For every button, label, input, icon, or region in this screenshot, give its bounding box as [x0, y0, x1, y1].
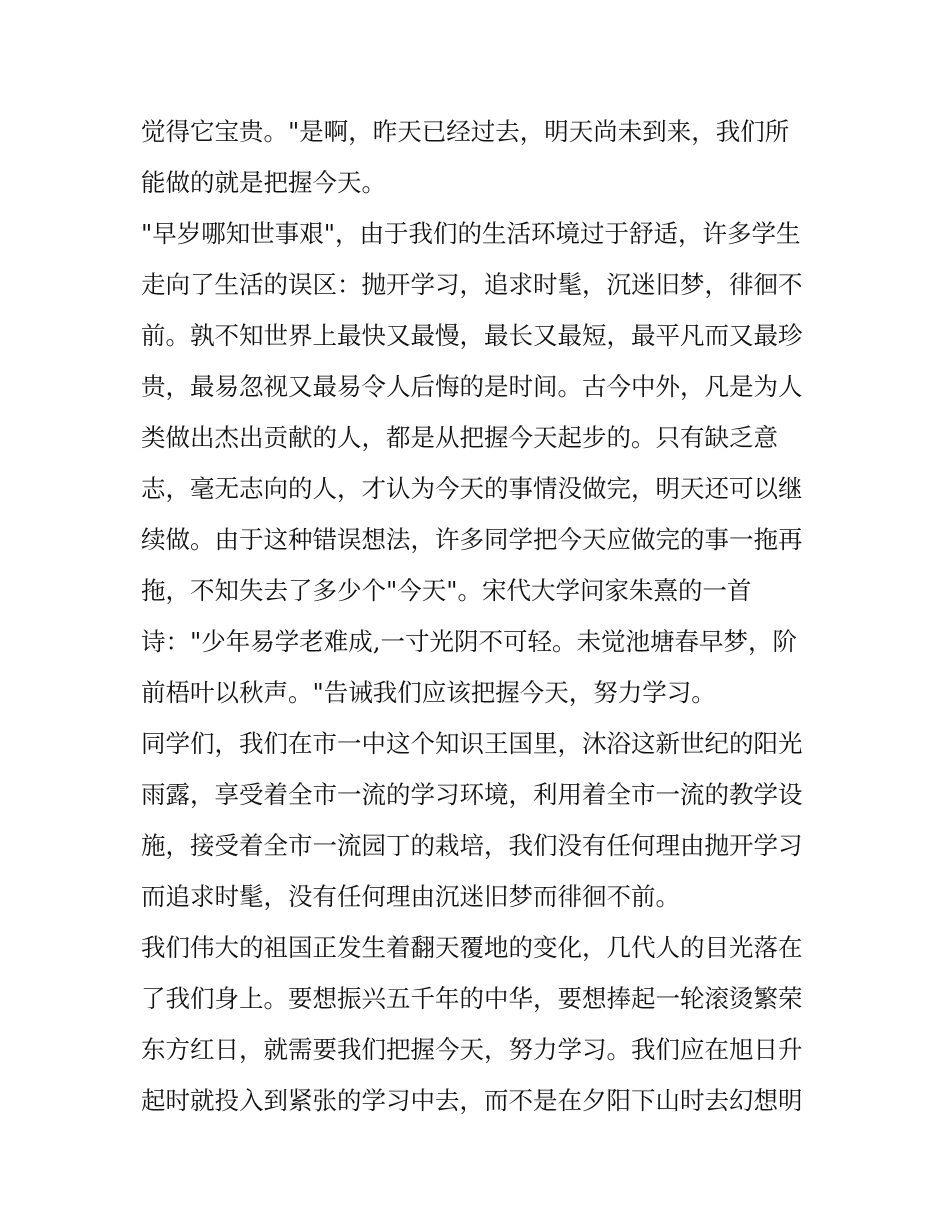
body-text — [141, 106, 821, 1126]
text-line: 志，毫无志向的人，才认为今天的事情没做完，明天还可以继 — [141, 474, 803, 503]
text-line: 走向了生活的误区：抛开学习，追求时髦，沉迷旧梦，徘徊不 — [141, 270, 803, 299]
text-line: "早岁哪知世事艰"，由于我们的生活环境过于舒适，许多学生 — [141, 219, 801, 248]
text-line: 雨露，享受着全市一流的学习环境，利用着全市一流的教学设 — [141, 780, 803, 809]
text-line: 觉得它宝贵。"是啊，昨天已经过去，明天尚未到来，我们所 — [141, 117, 790, 146]
text-line: 能做的就是把握今天。 — [141, 168, 386, 197]
text-line: 续做。由于这种错误想法，许多同学把今天应做完的事一拖再 — [141, 525, 803, 554]
text-line: 贵，最易忽视又最易令人后悔的是时间。古今中外，凡是为人 — [141, 372, 803, 401]
text-line: 诗："少年易学老难成,一寸光阴不可轻。未觉池塘春早梦，阶 — [141, 627, 798, 656]
text-line: 了我们身上。要想振兴五千年的中华，要想捧起一轮滚烫繁荣 — [141, 984, 803, 1013]
text-line: 同学们，我们在市一中这个知识王国里，沐浴这新世纪的阳光 — [141, 729, 803, 758]
text-line: 类做出杰出贡献的人，都是从把握今天起步的。只有缺乏意 — [141, 423, 778, 452]
text-line: 而追求时髦，没有任何理由沉迷旧梦而徘徊不前。 — [141, 882, 680, 911]
text-line: 前梧叶以秋声。"告诫我们应该把握今天，努力学习。 — [141, 678, 716, 707]
text-line: 我们伟大的祖国正发生着翻天覆地的变化，几代人的目光落在 — [141, 933, 803, 962]
text-line: 前。孰不知世界上最快又最慢，最长又最短，最平凡而又最珍 — [141, 321, 803, 350]
text-line: 东方红日，就需要我们把握今天，努力学习。我们应在旭日升 — [141, 1035, 803, 1064]
text-line: 拖，不知失去了多少个"今天"。宋代大学问家朱熹的一首 — [141, 576, 752, 605]
text-line: 起时就投入到紧张的学习中去，而不是在夕阳下山时去幻想明 — [141, 1086, 803, 1115]
text-line: 施，接受着全市一流园丁的栽培，我们没有任何理由抛开学习 — [141, 831, 803, 860]
